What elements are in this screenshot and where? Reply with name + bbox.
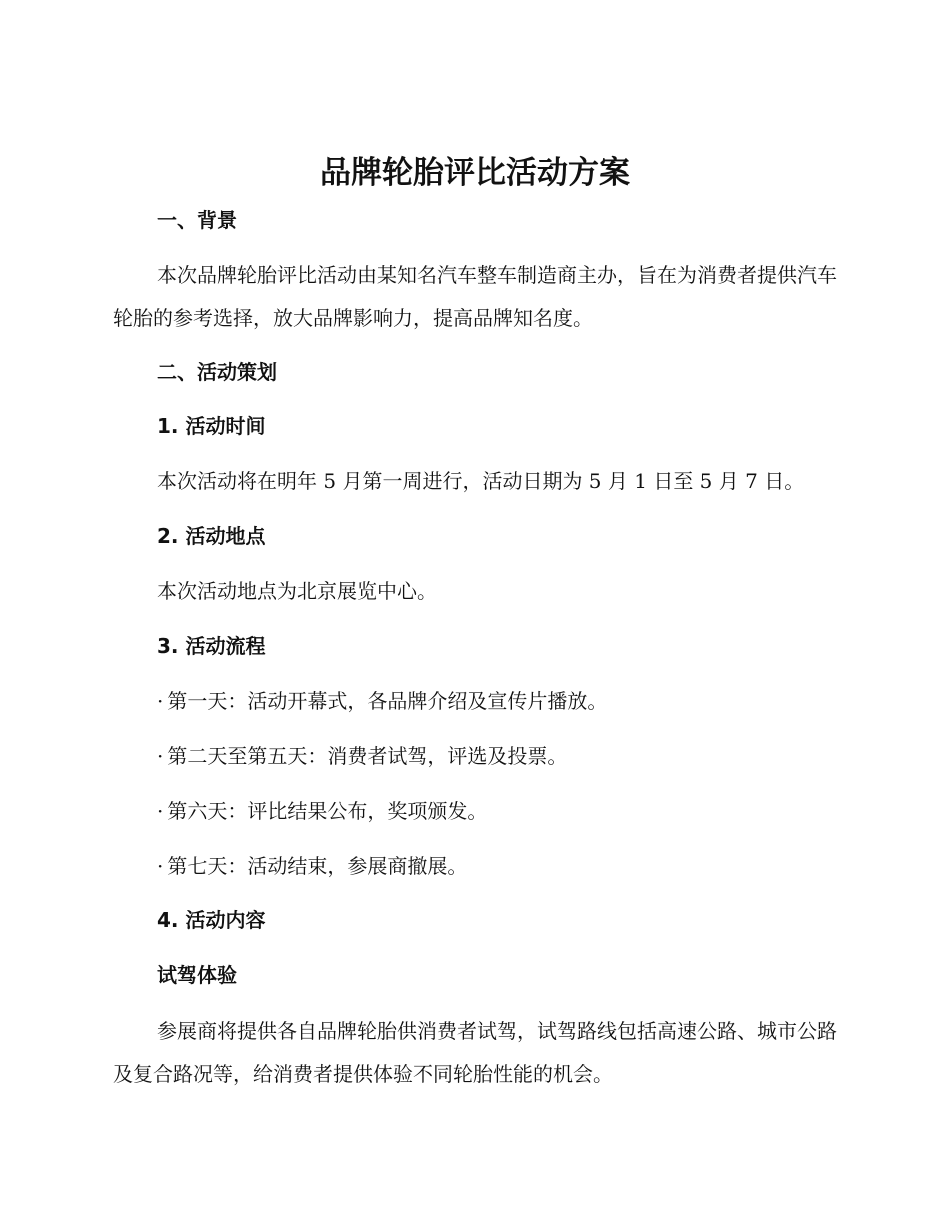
subheading-activity-content: 4. 活动内容 <box>157 908 266 932</box>
test-drive-paragraph: 参展商将提供各自品牌轮胎供消费者试驾，试驾路线包括高速公路、城市公路及复合路况等，给消费者提供体验不同轮胎性能的机会。 <box>113 1019 837 1086</box>
bullet-icon: · <box>157 799 164 823</box>
process-item-text: 第一天：活动开幕式，各品牌介绍及宣传片播放。 <box>167 689 608 713</box>
process-list-item <box>157 686 607 716</box>
activity-location-text: 本次活动地点为北京展览中心。 <box>157 579 437 603</box>
subheading-activity-process: 3. 活动流程 <box>157 634 266 658</box>
background-paragraph: 本次品牌轮胎评比活动由某知名汽车整车制造商主办，旨在为消费者提供汽车轮胎的参考选择，放大品牌影响力，提高品牌知名度。 <box>113 263 837 330</box>
document-title: 品牌轮胎评比活动方案 <box>320 155 630 191</box>
bullet-icon: · <box>157 689 164 713</box>
process-list-item <box>157 851 467 881</box>
process-list-item <box>157 741 567 771</box>
bullet-icon: · <box>157 744 164 768</box>
process-item-text: 第二天至第五天：消费者试驾，评选及投票。 <box>167 744 568 768</box>
activity-time-text: 本次活动将在明年 5 月第一周进行，活动日期为 5 月 1 日至 5 月 7 日。 <box>157 469 805 493</box>
process-item-text: 第六天：评比结果公布，奖项颁发。 <box>167 799 488 823</box>
section-heading-background: 一、背景 <box>157 208 237 232</box>
section-heading-planning: 二、活动策划 <box>157 360 277 384</box>
bullet-icon: · <box>157 854 164 878</box>
process-item-text: 第七天：活动结束，参展商撤展。 <box>167 854 468 878</box>
subheading-activity-location: 2. 活动地点 <box>157 524 266 548</box>
subheading-test-drive: 试驾体验 <box>157 963 237 987</box>
subheading-activity-time: 1. 活动时间 <box>157 414 266 438</box>
process-list-item <box>157 796 487 826</box>
